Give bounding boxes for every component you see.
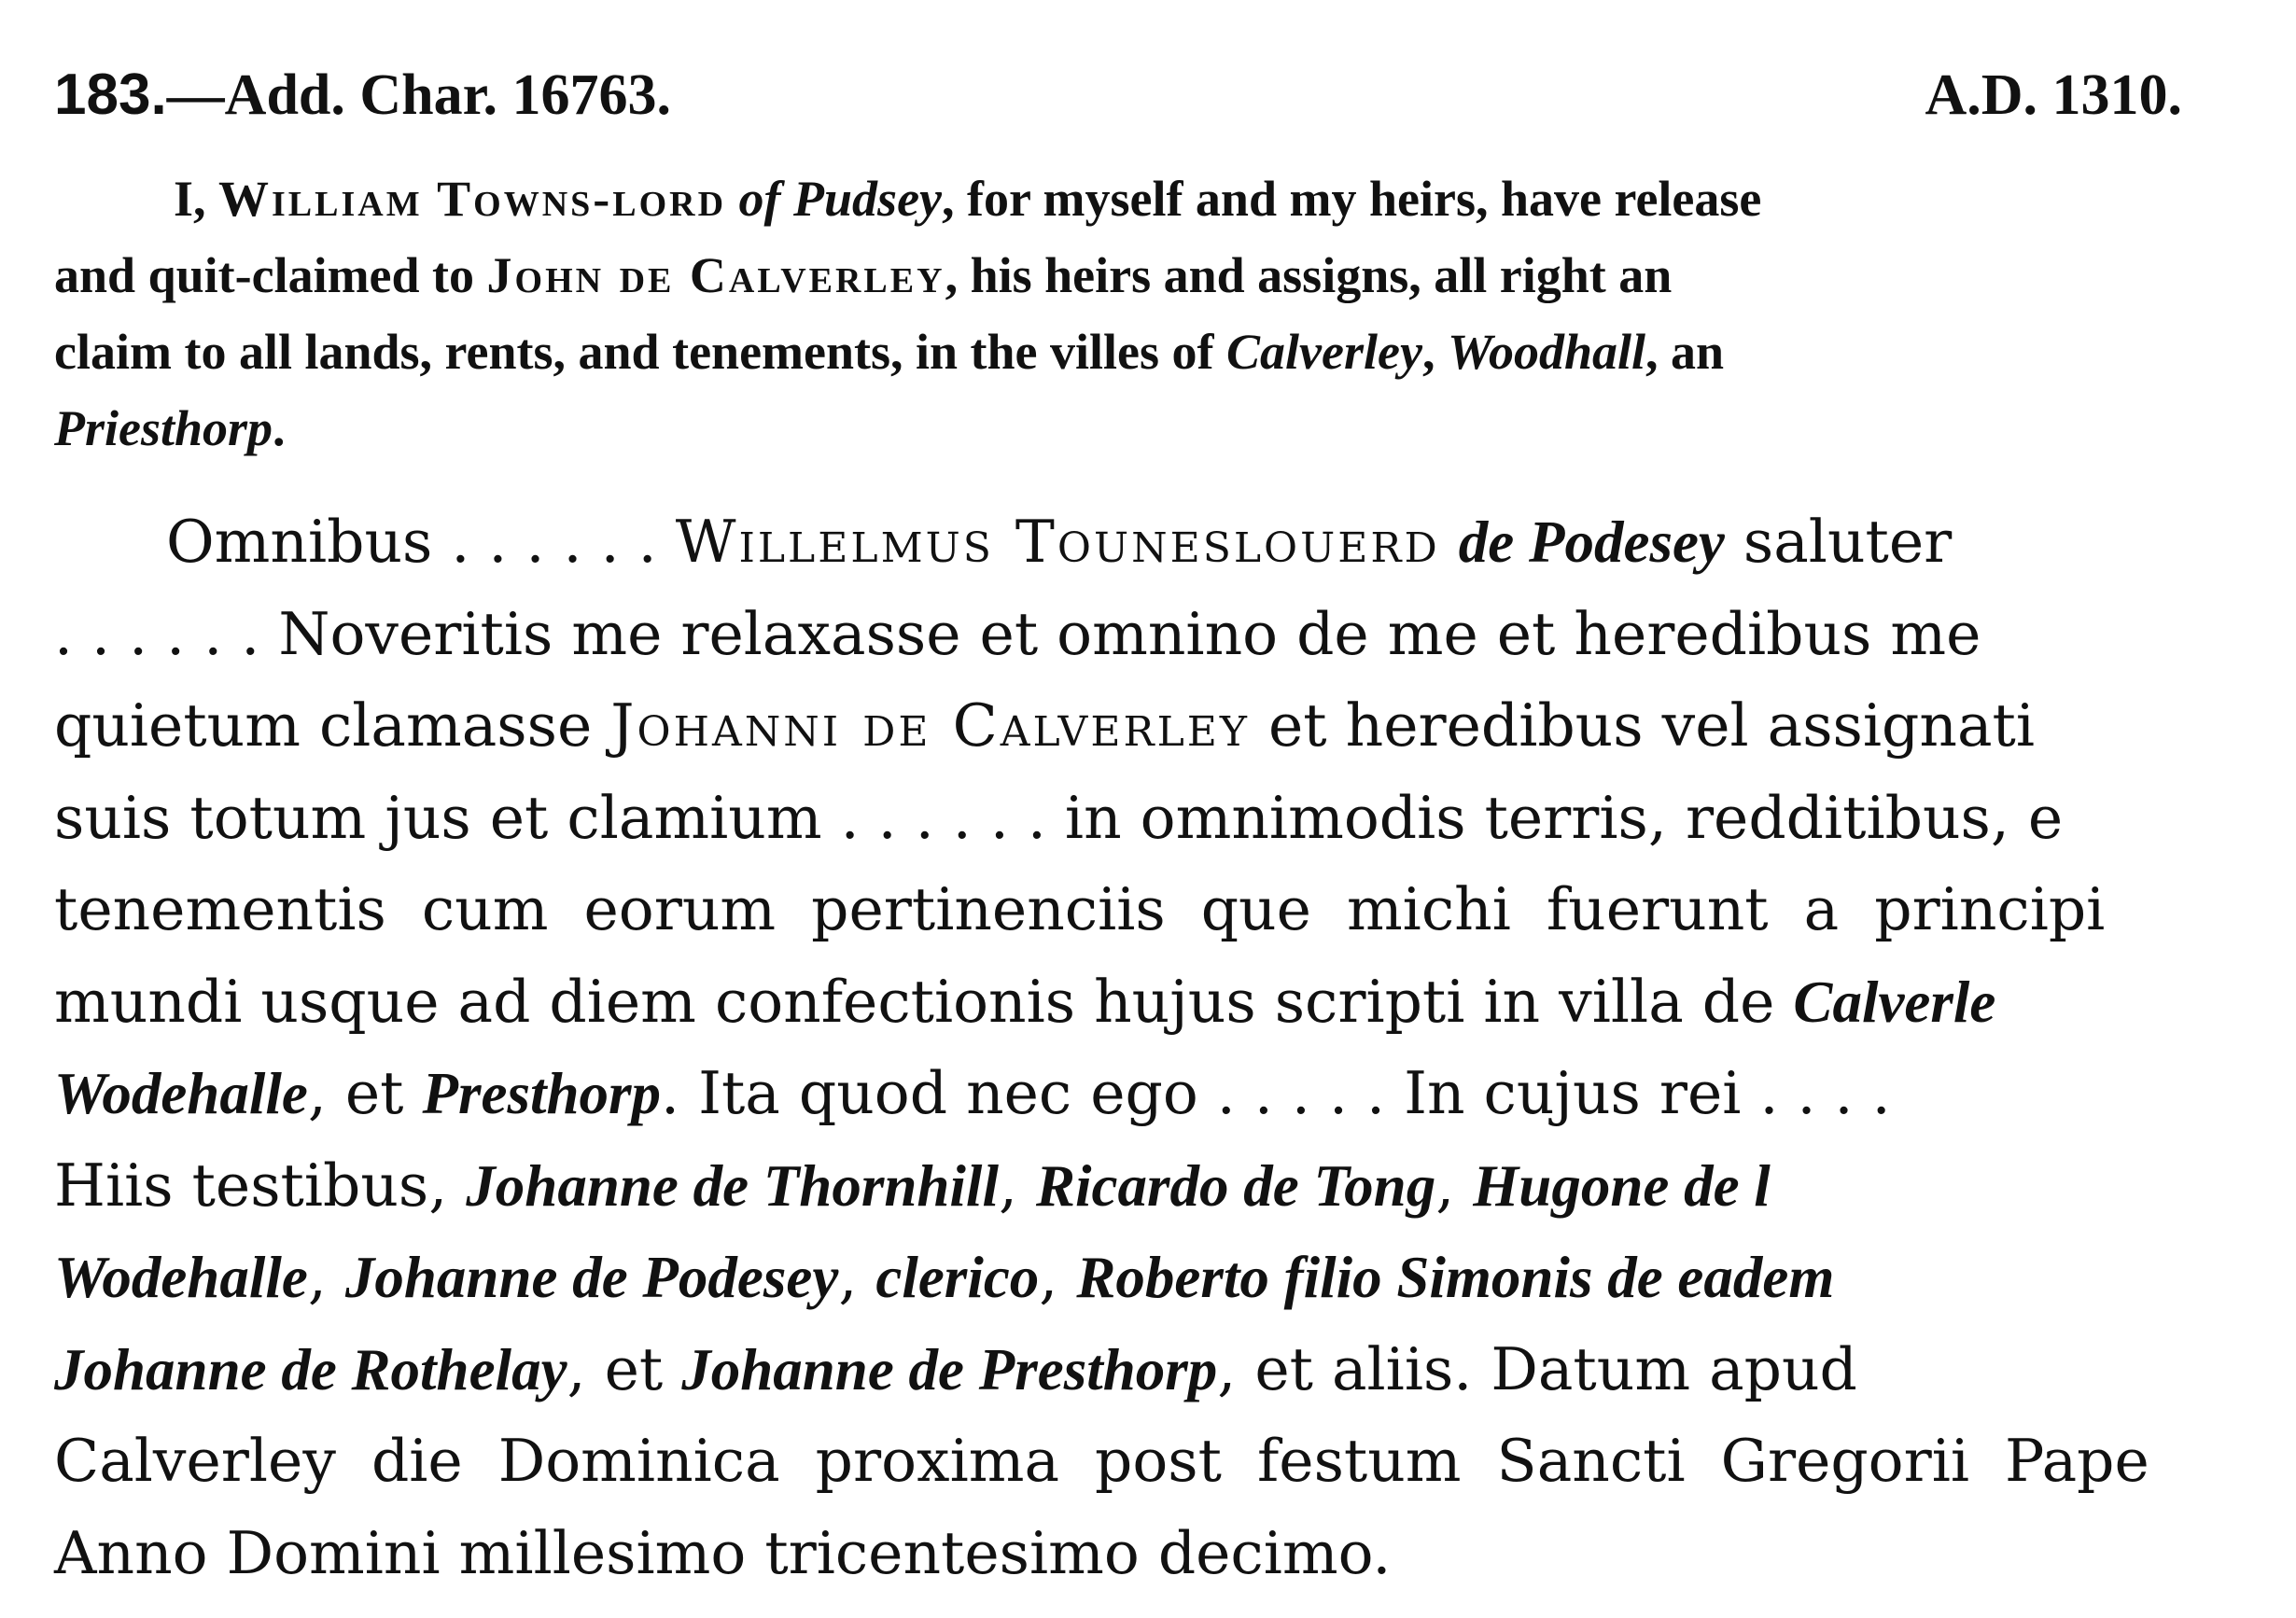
text-span: . Ita quod nec ego . . . . . In cujus rei . . . . — [661, 1059, 1891, 1127]
charter-number: 183. — [54, 63, 167, 127]
text-span: , his heirs and assigns, all right an — [945, 247, 1673, 303]
text-span: , — [1039, 1243, 1077, 1311]
text-span: , et aliis. Datum apud — [1217, 1334, 1857, 1403]
summary-line — [54, 237, 2257, 314]
place-name: Wodehalle — [54, 1061, 308, 1126]
witness-name: Johanne de Rothelay — [54, 1336, 567, 1402]
latin-line — [54, 1048, 2257, 1140]
latin-line — [54, 1232, 2257, 1324]
charter-reference-text: —Add. Char. 16763. — [166, 63, 671, 127]
latin-line — [54, 1324, 2257, 1416]
witness-name: Roberto filio Simonis de eadem — [1076, 1245, 1835, 1310]
place-name: Calverle — [1793, 969, 1996, 1035]
person-name: Johanni de Calverley — [610, 691, 1250, 760]
latin-line: tenementis cum eorum pertinenciis que michi fuerunt a principi — [54, 875, 2106, 943]
ellipsis: . . . . . . — [54, 599, 279, 668]
latin-line — [54, 1140, 2257, 1233]
text-span: , et — [307, 1059, 423, 1127]
text-span: , — [998, 1151, 1037, 1220]
text-span: and quit-claimed to — [54, 247, 487, 303]
person-name: William Towns-lord — [218, 171, 727, 227]
text-span: of — [726, 171, 781, 227]
place-name: Woodhall — [1447, 324, 1645, 380]
place-name: Presthorp — [422, 1061, 662, 1126]
witness-name: Johanne de Podesey — [344, 1245, 839, 1310]
text-span: , et — [567, 1334, 682, 1403]
text-span: , — [1435, 1151, 1474, 1220]
witness-name: Johanne de Presthorp — [681, 1336, 1218, 1402]
charter-reference — [54, 58, 671, 133]
latin-line: Calverley die Dominica proxima post festum Sancti Gregorii Pape — [54, 1427, 2149, 1495]
latin-line: Anno Domini millesimo tricentesimo decimo. — [54, 1518, 1392, 1587]
text-span: saluter — [1724, 508, 1953, 576]
text-span: Noveritis me relaxasse et omnino de me et heredibus me — [278, 599, 1981, 668]
place-name: de Podesey — [1458, 509, 1725, 575]
summary-line — [54, 314, 2257, 390]
text-span: quietum clamasse — [54, 691, 611, 760]
witness-name: Ricardo de Tong — [1036, 1152, 1436, 1219]
latin-line — [54, 956, 2257, 1049]
person-name: Willelmus Touneslouerd — [675, 508, 1440, 576]
witness-name: Wodehalle — [54, 1245, 308, 1310]
charter-header — [54, 58, 2182, 133]
latin-line — [54, 680, 2257, 773]
witness-name: Johanne de Thornhill — [466, 1152, 999, 1219]
latin-charter-text — [54, 496, 2257, 1599]
witness-name: Hugone de l — [1473, 1152, 1771, 1219]
place-name: Priesthorp — [54, 400, 273, 456]
charter-date: A.D. 1310. — [1925, 63, 2182, 127]
summary-line — [54, 390, 2257, 467]
english-summary — [54, 160, 2257, 467]
text-span: I, — [174, 171, 206, 227]
text-span: Hiis testibus, — [54, 1151, 467, 1220]
text-span: , — [838, 1243, 876, 1311]
text-span: , — [1421, 324, 1448, 380]
text-span — [1440, 508, 1459, 576]
latin-line — [54, 589, 2257, 681]
place-name: Calverley — [1226, 324, 1422, 380]
latin-line — [54, 496, 2257, 589]
text-span: . — [273, 400, 286, 456]
text-span: , for myself and my heirs, have release — [942, 171, 1762, 227]
place-name: Pudsey — [780, 171, 942, 227]
text-span: , — [307, 1243, 345, 1311]
text-span: , an — [1645, 324, 1725, 380]
witness-name: clerico — [875, 1245, 1040, 1310]
person-name: John de Calverley — [486, 247, 945, 303]
text-span: Omnibus . . . . . . — [166, 508, 676, 576]
text-span: et heredibus vel assignati — [1249, 691, 2035, 760]
latin-line: suis totum jus et clamium . . . . . . in omnimodis terris, redditibus, e — [54, 783, 2064, 852]
text-span: claim to all lands, rents, and tenements, in the villes of — [54, 324, 1227, 380]
text-span: mundi usque ad diem confectionis hujus scripti in villa de — [54, 967, 1794, 1036]
summary-line — [54, 160, 2257, 237]
